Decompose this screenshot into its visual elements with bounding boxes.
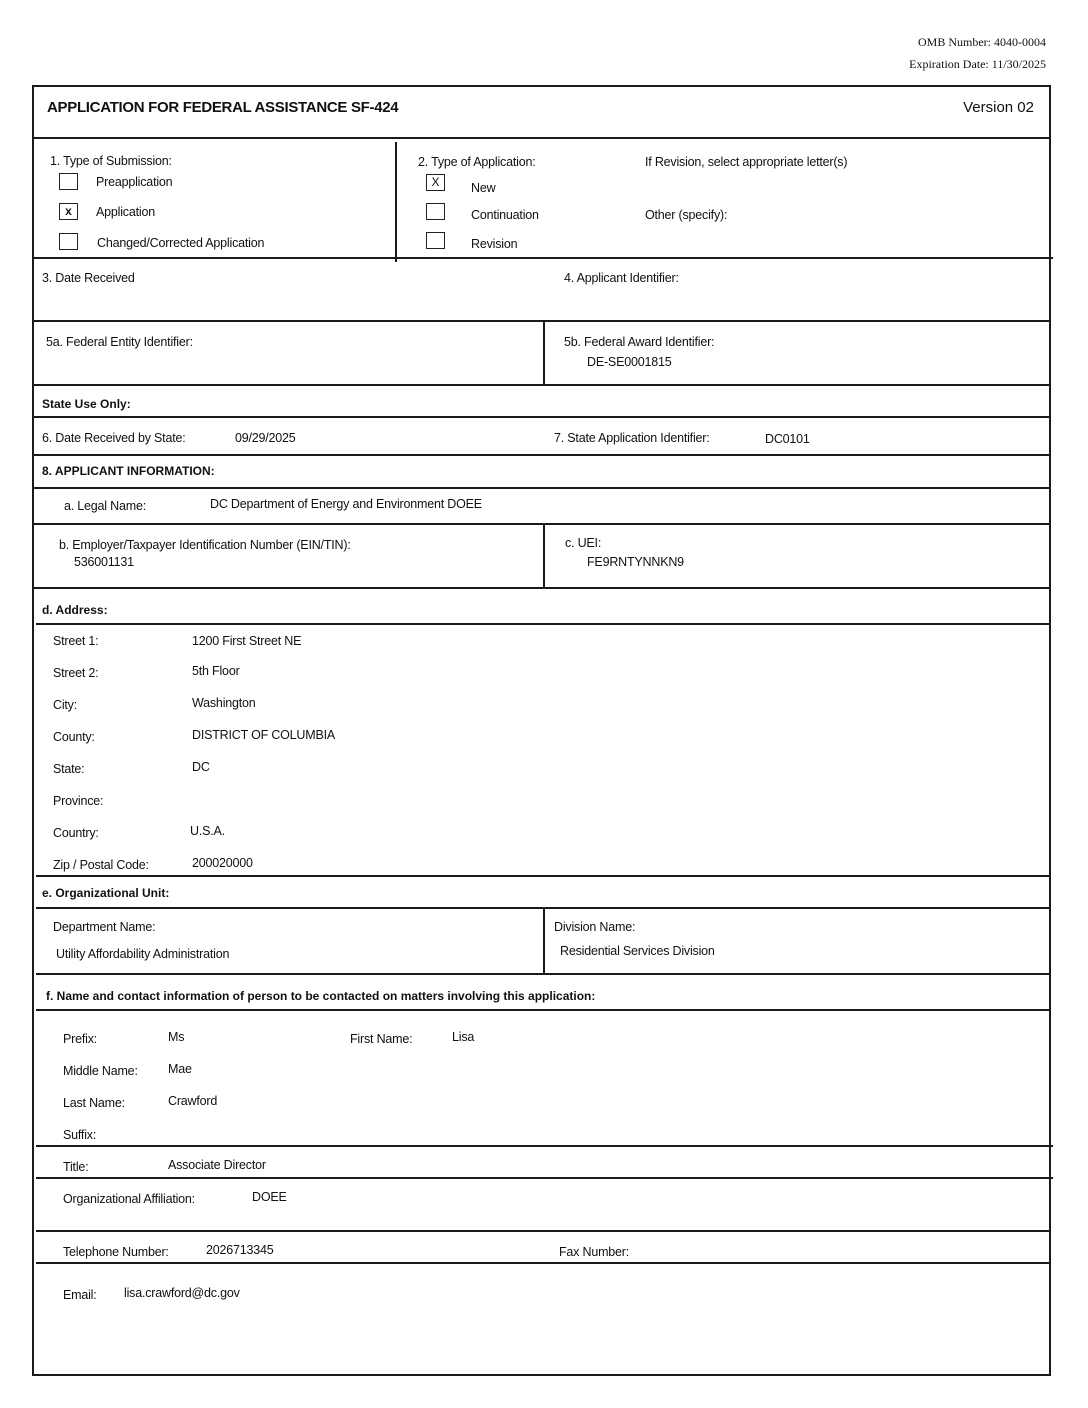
option-changed-corrected-label: Changed/Corrected Application xyxy=(97,236,265,250)
option-new-label: New xyxy=(471,181,496,195)
frame-right xyxy=(1049,85,1051,1376)
middle-name-value: Mae xyxy=(168,1062,192,1076)
title-value: Associate Director xyxy=(168,1158,266,1172)
suffix-label: Suffix: xyxy=(63,1128,97,1142)
form-version: Version 02 xyxy=(963,99,1034,116)
divider xyxy=(32,137,1051,139)
divider xyxy=(543,321,545,385)
address-heading: d. Address: xyxy=(42,603,108,617)
telephone-label: Telephone Number: xyxy=(63,1245,169,1259)
street1-label: Street 1: xyxy=(53,634,99,648)
federal-entity-identifier-label: 5a. Federal Entity Identifier: xyxy=(46,335,193,349)
affiliation-label: Organizational Affiliation: xyxy=(63,1192,195,1206)
frame-top xyxy=(32,85,1051,87)
uei-label: c. UEI: xyxy=(565,536,602,550)
divider xyxy=(36,1009,1051,1011)
applicant-identifier-label: 4. Applicant Identifier: xyxy=(564,271,679,285)
date-received-label: 3. Date Received xyxy=(42,271,135,285)
prefix-label: Prefix: xyxy=(63,1032,98,1046)
zip-label: Zip / Postal Code: xyxy=(53,858,149,872)
revision-letters-label: If Revision, select appropriate letter(s) xyxy=(645,155,848,169)
organizational-unit-heading: e. Organizational Unit: xyxy=(42,886,170,900)
divider xyxy=(36,1177,1053,1179)
checkbox-revision[interactable] xyxy=(426,232,445,249)
option-revision-label: Revision xyxy=(471,237,518,251)
divider xyxy=(32,416,1051,418)
omb-number: OMB Number: 4040-0004 xyxy=(918,35,1046,49)
uei-value: FE9RNTYNNKN9 xyxy=(587,555,684,569)
ein-label: b. Employer/Taxpayer Identification Number (EIN/TIN): xyxy=(59,538,351,552)
option-preapplication-label: Preapplication xyxy=(96,175,173,189)
last-name-label: Last Name: xyxy=(63,1096,125,1110)
ein-value: 536001131 xyxy=(74,555,134,569)
divider xyxy=(32,587,1051,589)
checkbox-continuation[interactable] xyxy=(426,203,445,220)
checkbox-new[interactable]: X xyxy=(426,174,445,191)
department-name-label: Department Name: xyxy=(53,920,156,934)
affiliation-value: DOEE xyxy=(252,1190,287,1204)
zip-value: 200020000 xyxy=(192,856,253,870)
street2-label: Street 2: xyxy=(53,666,99,680)
federal-award-identifier-value: DE-SE0001815 xyxy=(587,355,672,369)
date-received-by-state-value: 09/29/2025 xyxy=(235,431,296,445)
divider xyxy=(36,875,1051,877)
fax-label: Fax Number: xyxy=(559,1245,630,1259)
state-value: DC xyxy=(192,760,210,774)
email-label: Email: xyxy=(63,1288,97,1302)
option-application-label: Application xyxy=(96,205,155,219)
county-label: County: xyxy=(53,730,95,744)
prefix-value: Ms xyxy=(168,1030,185,1044)
middle-name-label: Middle Name: xyxy=(63,1064,138,1078)
city-value: Washington xyxy=(192,696,256,710)
divider xyxy=(543,524,545,588)
city-label: City: xyxy=(53,698,78,712)
type-of-submission-label: 1. Type of Submission: xyxy=(50,154,172,168)
country-value: U.S.A. xyxy=(190,824,225,838)
street2-value: 5th Floor xyxy=(192,664,240,678)
form-title: APPLICATION FOR FEDERAL ASSISTANCE SF-424 xyxy=(47,99,399,116)
divider xyxy=(36,973,1051,975)
divider xyxy=(32,384,1051,386)
first-name-value: Lisa xyxy=(452,1030,475,1044)
email-value: lisa.crawford@dc.gov xyxy=(124,1286,240,1300)
checkbox-changed-corrected[interactable] xyxy=(59,233,78,250)
divider xyxy=(36,1262,1051,1264)
option-continuation-label: Continuation xyxy=(471,208,539,222)
telephone-value: 2026713345 xyxy=(206,1243,274,1257)
federal-award-identifier-label: 5b. Federal Award Identifier: xyxy=(564,335,715,349)
divider xyxy=(32,523,1051,525)
date-received-by-state-label: 6. Date Received by State: xyxy=(42,431,186,445)
checkbox-preapplication[interactable] xyxy=(59,173,78,190)
divider xyxy=(32,454,1051,456)
street1-value: 1200 First Street NE xyxy=(192,634,302,648)
divider xyxy=(395,142,397,262)
country-label: Country: xyxy=(53,826,99,840)
state-application-identifier-label: 7. State Application Identifier: xyxy=(554,431,710,445)
divider xyxy=(32,320,1051,322)
state-use-only-heading: State Use Only: xyxy=(42,397,131,411)
frame-bottom xyxy=(32,1374,1051,1376)
title-label: Title: xyxy=(63,1160,89,1174)
division-name-label: Division Name: xyxy=(554,920,636,934)
applicant-information-heading: 8. APPLICANT INFORMATION: xyxy=(42,464,215,478)
checkbox-application[interactable]: x xyxy=(59,203,78,220)
type-of-application-label: 2. Type of Application: xyxy=(418,155,536,169)
divider xyxy=(36,1145,1053,1147)
department-name-value: Utility Affordability Administration xyxy=(56,947,230,961)
divider xyxy=(543,908,545,973)
divider xyxy=(36,1230,1051,1232)
legal-name-label: a. Legal Name: xyxy=(64,499,146,513)
county-value: DISTRICT OF COLUMBIA xyxy=(192,728,336,742)
divider xyxy=(32,487,1051,489)
other-specify-label: Other (specify): xyxy=(645,208,728,222)
expiration-date: Expiration Date: 11/30/2025 xyxy=(909,57,1046,71)
state-label: State: xyxy=(53,762,85,776)
first-name-label: First Name: xyxy=(350,1032,413,1046)
contact-heading: f. Name and contact information of person to be contacted on matters involving this application: xyxy=(46,989,596,1003)
division-name-value: Residential Services Division xyxy=(560,944,715,958)
legal-name-value: DC Department of Energy and Environment DOEE xyxy=(210,497,482,511)
divider xyxy=(36,623,1051,625)
province-label: Province: xyxy=(53,794,104,808)
last-name-value: Crawford xyxy=(168,1094,218,1108)
frame-left xyxy=(32,85,34,1376)
state-application-identifier-value: DC0101 xyxy=(765,432,810,446)
divider xyxy=(32,257,1053,259)
